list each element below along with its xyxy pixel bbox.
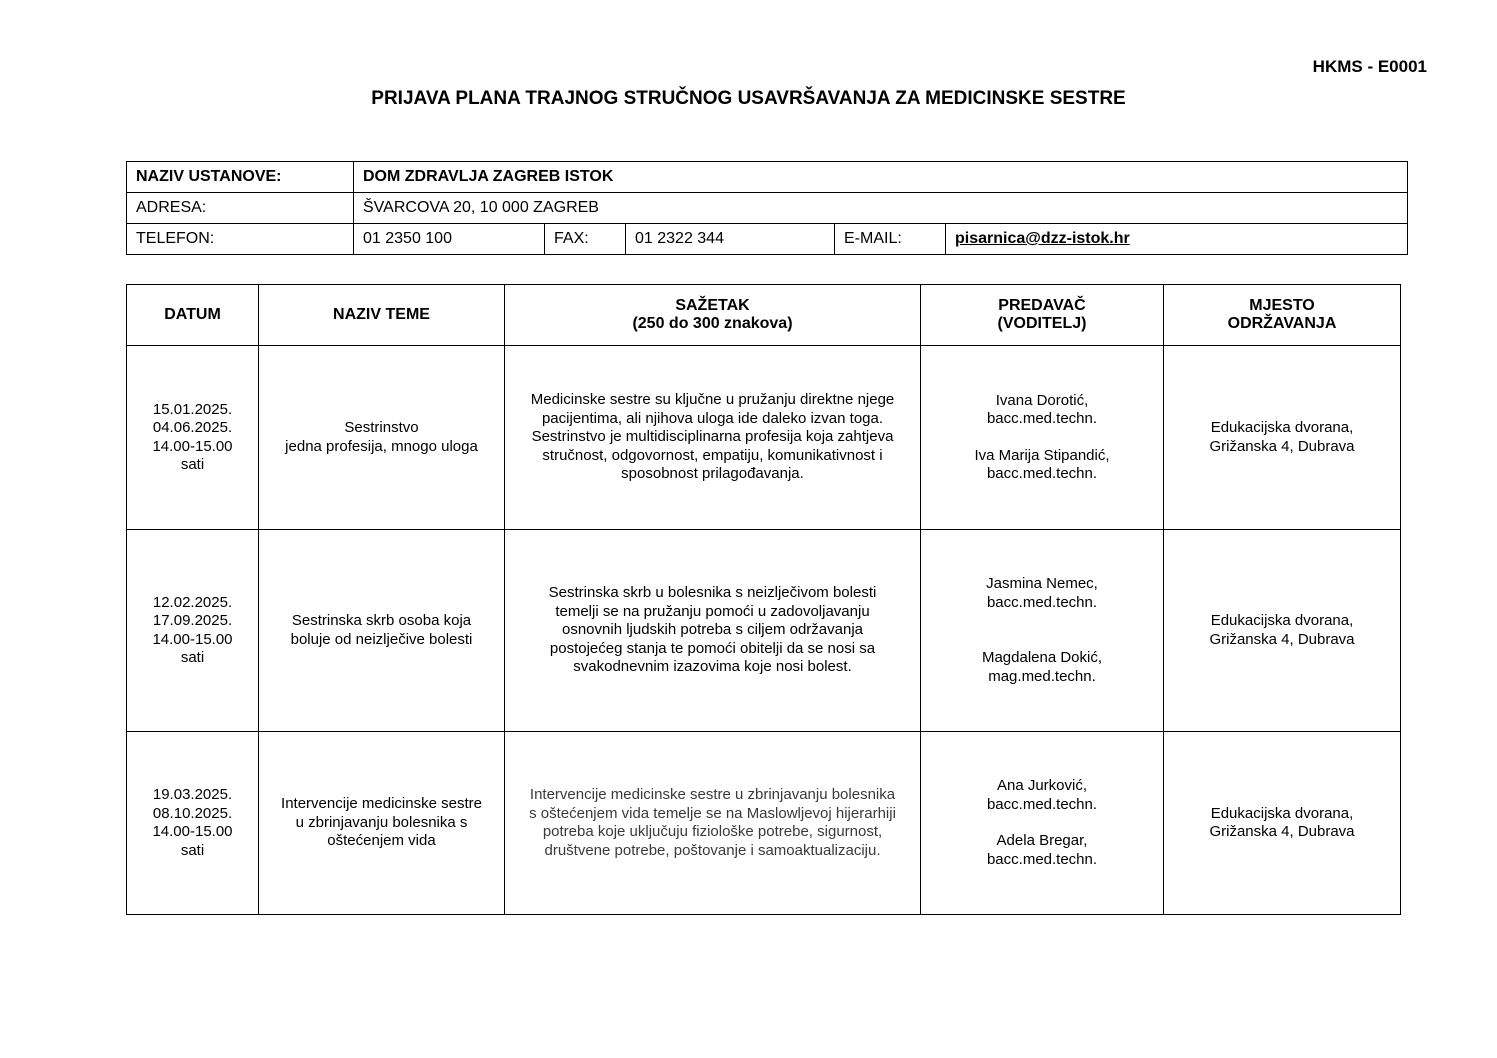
topic-line: Intervencije medicinske sestre [281,795,482,813]
address-row [127,193,1408,224]
date-line: 04.06.2025. [152,419,233,436]
summary-line: stručnost, odgovornost, empatiju, komunikativnost i [542,446,883,464]
summary-header-title: SAŽETAK [675,296,750,314]
date-cell [127,732,259,915]
document-title: PRIJAVA PLANA TRAJNOG STRUČNOG USAVRŠAVANJA ZA MEDICINSKE SESTRE [371,88,1126,109]
email-link[interactable]: pisarnica@dzz-istok.hr [955,230,1130,247]
time-unit: sati [180,649,205,666]
date-line: 08.10.2025. [152,804,233,822]
lecturer-cell [921,346,1164,530]
topic-line: boluje od neizlječive bolesti [290,630,473,648]
summary-line: društvene potrebe, poštovanje i samoaktualizaciju. [544,841,881,859]
lecturer-cell [921,732,1164,915]
summary-line: svakodnevnim izazovima koje nosi bolest. [573,658,852,676]
education-plan-table [126,284,1401,915]
lecturer-title: bacc.med.techn. [986,593,1098,611]
summary-line: osnovnih ljudskih potreba s ciljem održavanja [562,621,863,639]
place-cell [1164,530,1401,732]
place-line: Edukacijska dvorana, [1210,804,1354,822]
summary-cell [505,530,921,732]
fax-label: FAX: [545,224,626,255]
date-line: 17.09.2025. [152,612,233,629]
contact-row [127,224,1408,255]
summary-line: postojećeg stanja te pomoći obitelji da se nosi sa [549,639,876,657]
summary-header [505,285,921,346]
table-row [127,530,1401,732]
place-cell [1164,732,1401,915]
plan-header-row [127,285,1401,346]
summary-line: potreba koje uključuju fiziološke potrebe, sigurnost, [542,823,883,840]
summary-line: pacijentima, ali njihova uloga ide daleko izvan toga. [541,409,884,427]
phone-label: TELEFON: [127,224,354,255]
institution-info-table [126,161,1408,255]
summary-cell [505,346,921,530]
topic-cell [259,346,505,530]
topic-cell [259,732,505,915]
summary-line: Intervencije medicinske sestre u zbrinjavanju bolesnika [529,786,896,803]
lecturer-name: Ivana Dorotić, [995,391,1089,409]
address-value: ŠVARCOVA 20, 10 000 ZAGREB [354,193,1408,224]
place-header-sub: ODRŽAVANJA [1227,315,1337,332]
summary-line: temelji se na pružanju pomoći u zadovoljavanju [555,602,870,620]
lecturer-title: bacc.med.techn. [986,850,1098,868]
summary-cell [505,732,921,915]
summary-line: Sestrinstvo je multidisciplinarna profesija koja zahtjeva [531,428,894,446]
place-line: Grižanska 4, Dubrava [1209,437,1355,455]
topic-line: Sestrinska skrb osoba koja [291,612,472,629]
date-line: 15.01.2025. [152,400,233,418]
lecturer-header-sub: (VODITELJ) [997,315,1087,332]
time-line: 14.00-15.00 [152,823,233,840]
lecturer-name: Adela Bregar, [996,832,1088,849]
summary-header-sub: (250 do 300 znakova) [632,315,793,332]
date-cell [127,530,259,732]
table-row [127,732,1401,915]
date-cell [127,346,259,530]
summary-line: Medicinske sestre su ključne u pružanju direktne njege [530,391,895,409]
date-header: DATUM [127,285,259,346]
lecturer-name: Jasmina Nemec, [986,575,1098,592]
place-line: Grižanska 4, Dubrava [1209,630,1355,648]
phone-value: 01 2350 100 [354,224,545,255]
lecturer-name: Magdalena Dokić, [981,649,1103,666]
lecturer-name: Ana Jurković, [996,777,1088,794]
institution-name-label: NAZIV USTANOVE: [127,162,354,193]
address-label: ADRESA: [127,193,354,224]
topic-header: NAZIV TEME [259,285,505,346]
place-header [1164,285,1401,346]
institution-name-row [127,162,1408,193]
email-label: E-MAIL: [835,224,946,255]
date-line: 19.03.2025. [152,786,233,803]
place-header-title: MJESTO [1249,296,1315,314]
lecturer-cell [921,530,1164,732]
lecturer-title: bacc.med.techn. [986,795,1098,813]
place-cell [1164,346,1401,530]
lecturer-title: bacc.med.techn. [986,410,1098,427]
summary-line: sposobnost prilagođavanja. [621,465,804,483]
topic-cell [259,530,505,732]
topic-line: u zbrinjavanju bolesnika s [295,813,468,831]
lecturer-header [921,285,1164,346]
time-unit: sati [180,841,205,859]
table-row [127,346,1401,530]
lecturer-title: mag.med.techn. [988,667,1096,685]
fax-value: 01 2322 344 [626,224,835,255]
time-line: 14.00-15.00 [152,437,233,455]
document-code: HKMS - E0001 [1312,57,1427,76]
time-unit: sati [180,456,205,473]
summary-line: Sestrinska skrb u bolesnika s neizlječivom bolesti [548,584,877,602]
place-line: Edukacijska dvorana, [1210,612,1354,629]
lecturer-name: Iva Marija Stipandić, [974,446,1110,464]
date-line: 12.02.2025. [152,593,233,611]
place-line: Edukacijska dvorana, [1210,419,1354,436]
topic-line: oštećenjem vida [327,832,436,850]
institution-name-value: DOM ZDRAVLJA ZAGREB ISTOK [354,162,1408,193]
place-line: Grižanska 4, Dubrava [1209,823,1355,840]
lecturer-header-title: PREDAVAČ [998,296,1086,314]
topic-line: jedna profesija, mnogo uloga [285,437,478,455]
time-line: 14.00-15.00 [152,630,233,648]
email-cell [946,224,1408,255]
topic-line: Sestrinstvo [344,419,419,436]
summary-line: s oštećenjem vida temelje se na Maslowljevoj hijerarhiji [529,804,896,822]
lecturer-title: bacc.med.techn. [986,465,1098,482]
